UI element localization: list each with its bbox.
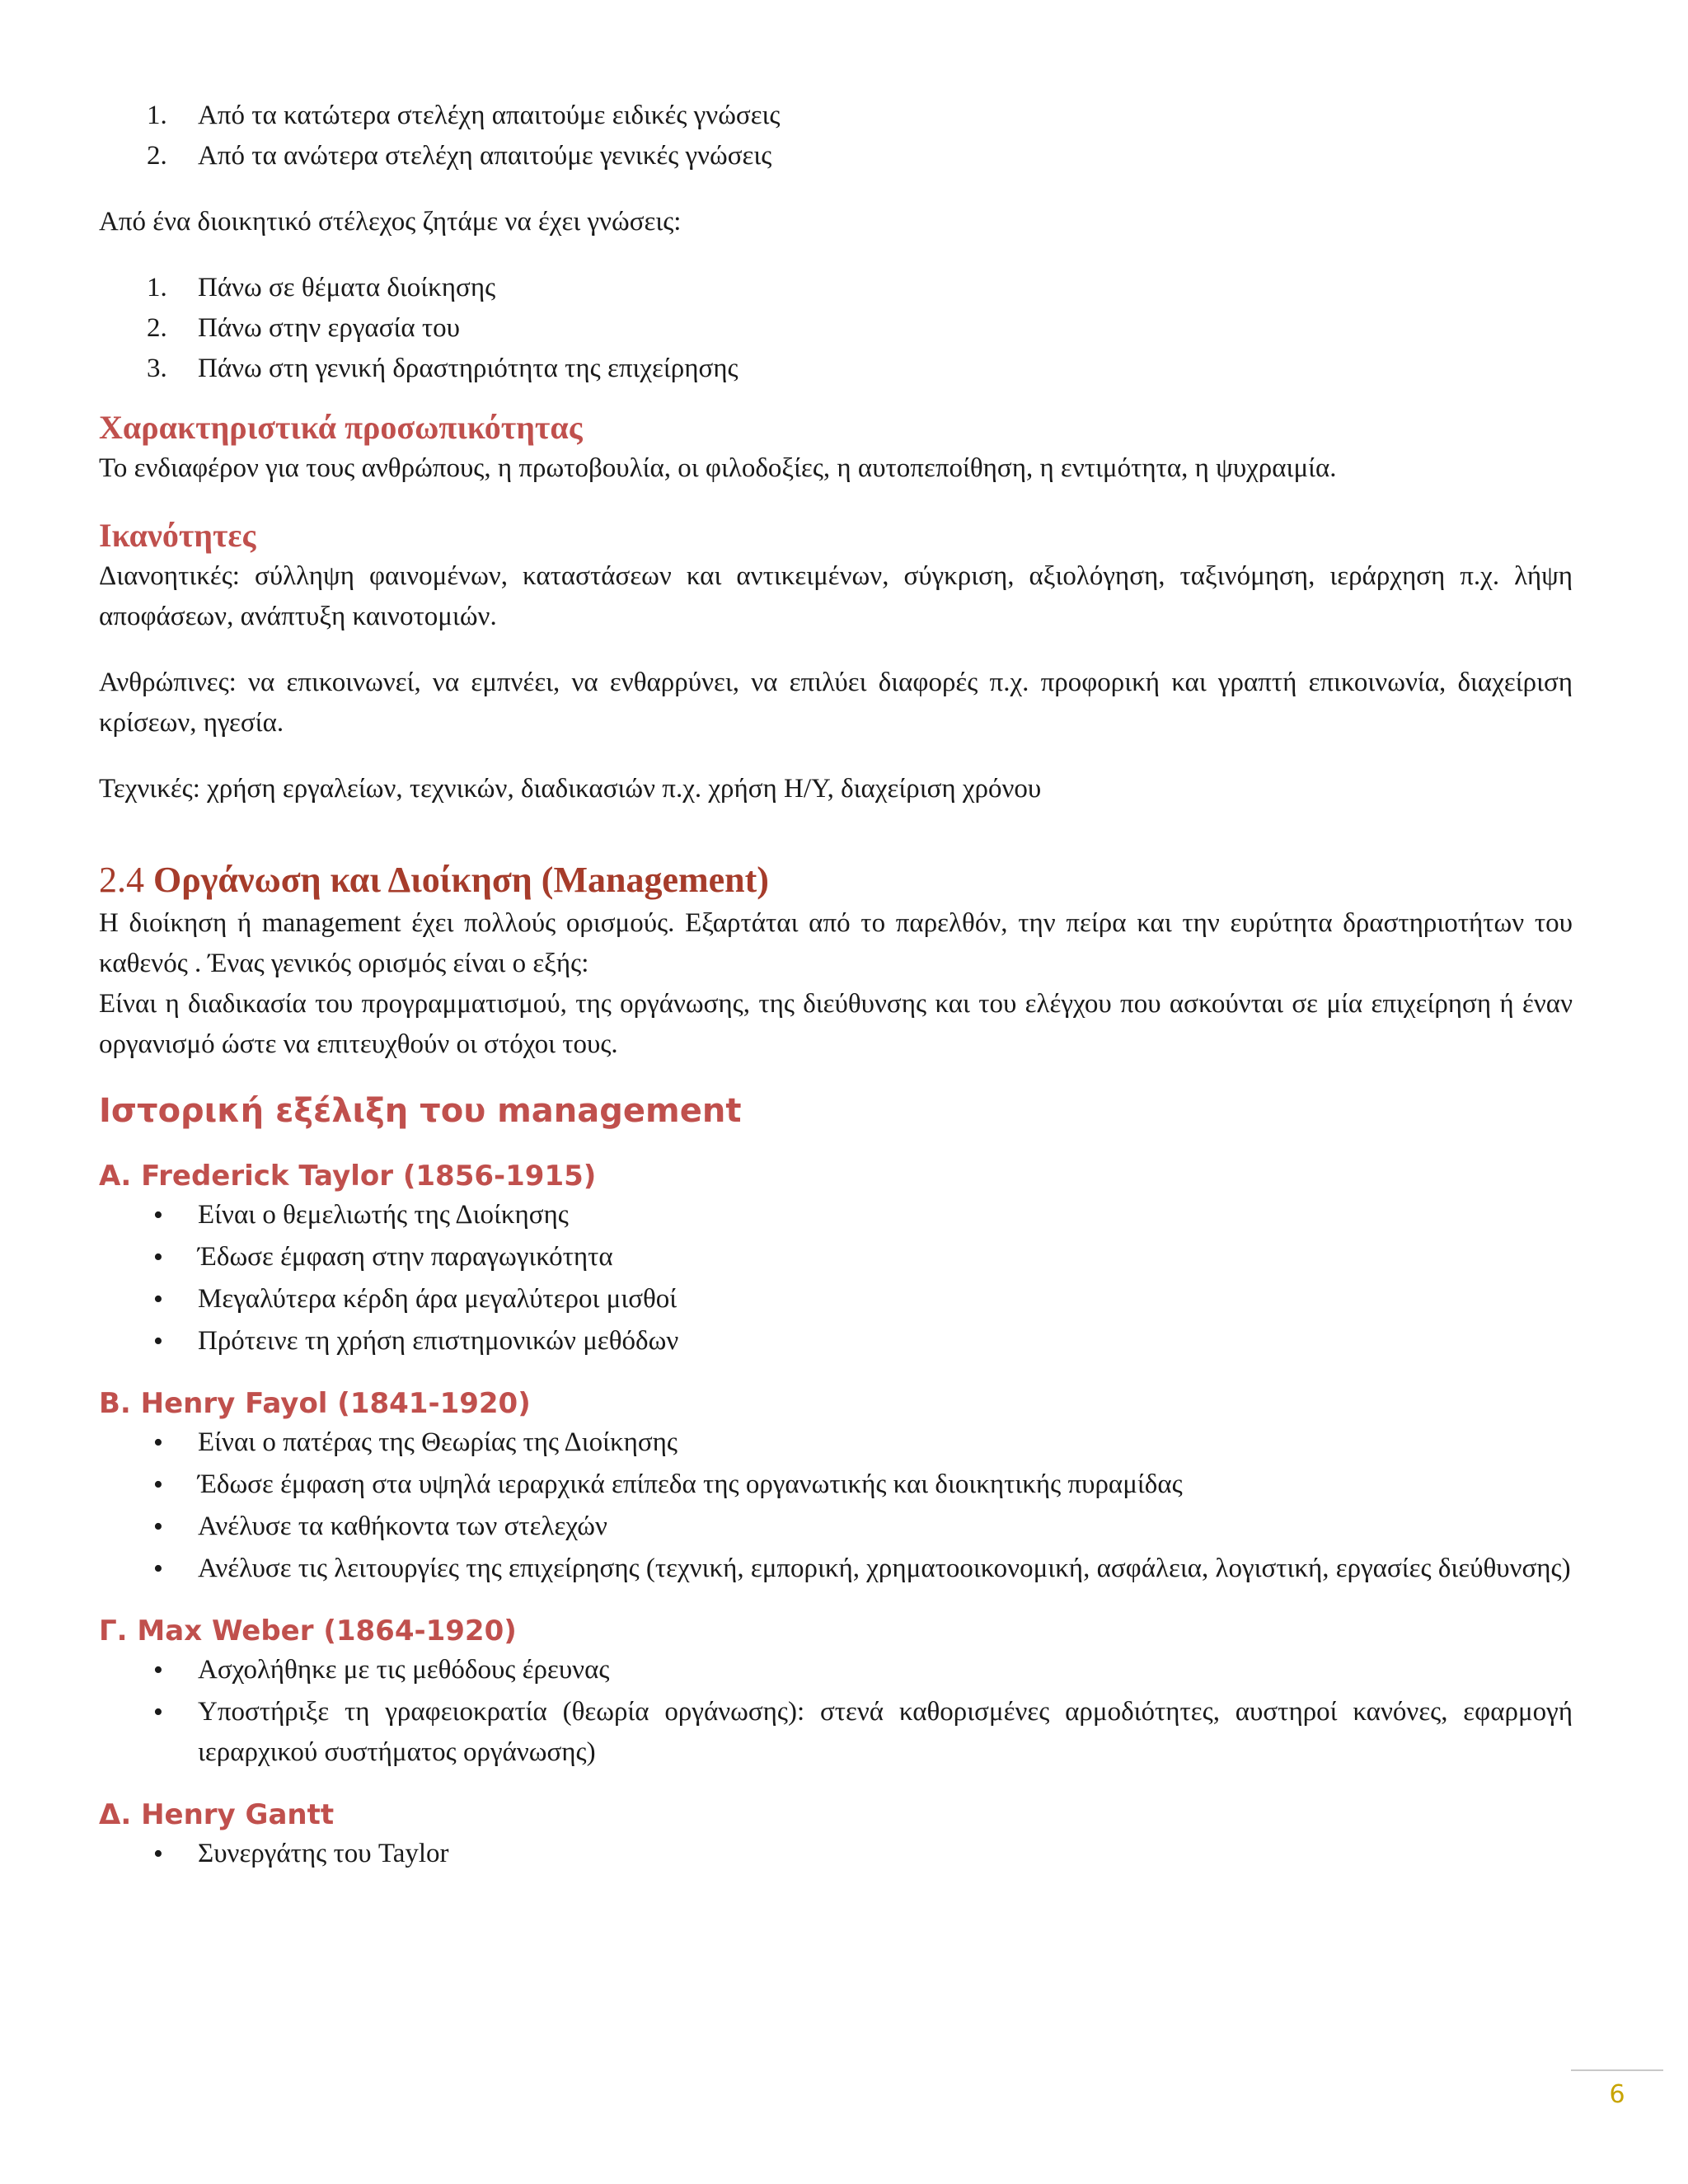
personality-text: Το ενδιαφέρον για τους ανθρώπους, η πρωτοβουλία, οι φιλοδοξίες, η αυτοπεποίθηση, η εντιμότητα, η ψυχραιμία. [99, 453, 1337, 483]
list-item [99, 1279, 1573, 1319]
knowledge-list [99, 268, 1573, 389]
list-number: 2. [147, 141, 167, 171]
abilities-heading: Ικανότητες [99, 517, 256, 554]
abilities-intellectual: Διανοητικές: σύλληψη φαινομένων, καταστάσεων και αντικειμένων, σύγκριση, αξιολόγηση, ταξινόμηση, ιεράρχηση π.χ. λήψη αποφάσεων, ανάπτυξη καινοτομιών. [99, 561, 1573, 631]
list-item-text: Πάνω στη γενική δραστηριότητα της επιχείρησης [198, 354, 738, 383]
personality-heading: Χαρακτηριστικά προσωπικότητας [99, 409, 583, 446]
section-title: Οργάνωση και Διοίκηση (Management) [153, 860, 769, 900]
weber-list [99, 1650, 1573, 1773]
page-content [99, 96, 1573, 1874]
section-paragraph-2: Είναι η διαδικασία του προγραμματισμού, της οργάνωσης, της διεύθυνσης και του ελέγχου που ασκούνται σε μία επιχείρηση ή έναν οργανισμό ώστε να επιτευχθούν οι στόχοι τους. [99, 989, 1573, 1059]
list-item [99, 1422, 1573, 1463]
list-item [99, 1834, 1573, 1874]
list-item-text: Συνεργάτης του Taylor [198, 1839, 449, 1868]
fayol-list [99, 1422, 1573, 1589]
list-item-text: Έδωσε έμφαση στην παραγωγικότητα [198, 1242, 613, 1272]
section-heading [99, 857, 1573, 903]
list-item [99, 1549, 1573, 1589]
bullet-icon: • [153, 1242, 163, 1272]
bullet-icon: • [153, 1839, 163, 1869]
list-item-text: Ανέλυσε τα καθήκοντα των στελεχών [198, 1511, 607, 1541]
list-item [99, 349, 1573, 389]
bullet-icon: • [153, 1554, 163, 1584]
list-item [99, 1692, 1573, 1773]
list-item-text: Πάνω σε θέματα διοίκησης [198, 273, 496, 302]
abilities-technical: Τεχνικές: χρήση εργαλείων, τεχνικών, διαδικασιών π.χ. χρήση Η/Υ, διαχείριση χρόνου [99, 774, 1042, 804]
taylor-list [99, 1195, 1573, 1361]
bullet-icon: • [153, 1697, 163, 1727]
person-heading-weber: Γ. Max Weber (1864-1920) [99, 1615, 517, 1647]
list-item [99, 1321, 1573, 1361]
bullet-icon: • [153, 1469, 163, 1500]
list-item-text: Πρότεινε τη χρήση επιστημονικών μεθόδων [198, 1326, 679, 1356]
abilities-human: Ανθρώπινες: να επικοινωνεί, να εμπνέει, να ενθαρρύνει, να επιλύει διαφορές π.χ. προφορική και γραπτή επικοινωνία, διαχείριση κρίσεων, ηγεσία. [99, 668, 1573, 738]
list-item [99, 1195, 1573, 1235]
list-item [99, 1465, 1573, 1505]
bullet-icon: • [153, 1326, 163, 1357]
person-heading-taylor: Α. Frederick Taylor (1856-1915) [99, 1160, 597, 1193]
list-item-text: Έδωσε έμφαση στα υψηλά ιεραρχικά επίπεδα της οργανωτικής και διοικητικής πυραμίδας [198, 1469, 1183, 1499]
list-item [99, 308, 1573, 349]
bullet-icon: • [153, 1200, 163, 1230]
gantt-list [99, 1834, 1573, 1874]
list-item-text: Από τα ανώτερα στελέχη απαιτούμε γενικές γνώσεις [198, 141, 772, 171]
knowledge-intro: Από ένα διοικητικό στέλεχος ζητάμε να έχει γνώσεις: [99, 207, 682, 237]
bullet-icon: • [153, 1284, 163, 1315]
list-item-text: Μεγαλύτερα κέρδη άρα μεγαλύτεροι μισθοί [198, 1284, 678, 1314]
list-item [99, 1237, 1573, 1277]
list-item [99, 268, 1573, 308]
list-number: 2. [147, 313, 167, 343]
list-item [99, 1507, 1573, 1547]
list-item [99, 136, 1573, 176]
page-number: 6 [1609, 2080, 1625, 2109]
list-item-text: Ασχολήθηκε με τις μεθόδους έρευνας [198, 1655, 610, 1685]
list-item-text: Από τα κατώτερα στελέχη απαιτούμε ειδικές γνώσεις [198, 101, 781, 130]
intro-list [99, 96, 1573, 176]
footer-divider [1571, 2069, 1663, 2071]
list-number: 3. [147, 354, 167, 383]
person-heading-gantt: Δ. Henry Gantt [99, 1798, 335, 1831]
section-number: 2.4 [99, 860, 144, 900]
section-paragraph-1: Η διοίκηση ή management έχει πολλούς ορισμούς. Εξαρτάται από το παρελθόν, την πείρα και την ευρύτητα δραστηριοτήτων του καθενός . Ένας γενικός ορισμός είναι ο εξής: [99, 908, 1573, 978]
list-item-text: Πάνω στην εργασία του [198, 313, 460, 343]
list-number: 1. [147, 101, 167, 130]
bullet-icon: • [153, 1427, 163, 1458]
list-item-text: Είναι ο θεμελιωτής της Διοίκησης [198, 1200, 569, 1230]
list-item-text: Ανέλυσε τις λειτουργίες της επιχείρησης (τεχνική, εμπορική, χρηματοοικονομική, ασφάλεια, λογιστική, εργασίες διεύθυνσης) [198, 1554, 1571, 1583]
list-item [99, 96, 1573, 136]
history-heading: Ιστορική εξέλιξη του management [99, 1092, 742, 1130]
bullet-icon: • [153, 1655, 163, 1685]
person-heading-fayol: Β. Henry Fayol (1841-1920) [99, 1387, 531, 1420]
list-item-text: Είναι ο πατέρας της Θεωρίας της Διοίκησης [198, 1427, 678, 1457]
bullet-icon: • [153, 1511, 163, 1542]
list-item-text: Υποστήριξε τη γραφειοκρατία (θεωρία οργάνωσης): στενά καθορισμένες αρμοδιότητες, αυστηροί κανόνες, εφαρμογή ιεραρχικού συστήματος οργάνωσης) [198, 1697, 1573, 1767]
list-item [99, 1650, 1573, 1690]
list-number: 1. [147, 273, 167, 302]
